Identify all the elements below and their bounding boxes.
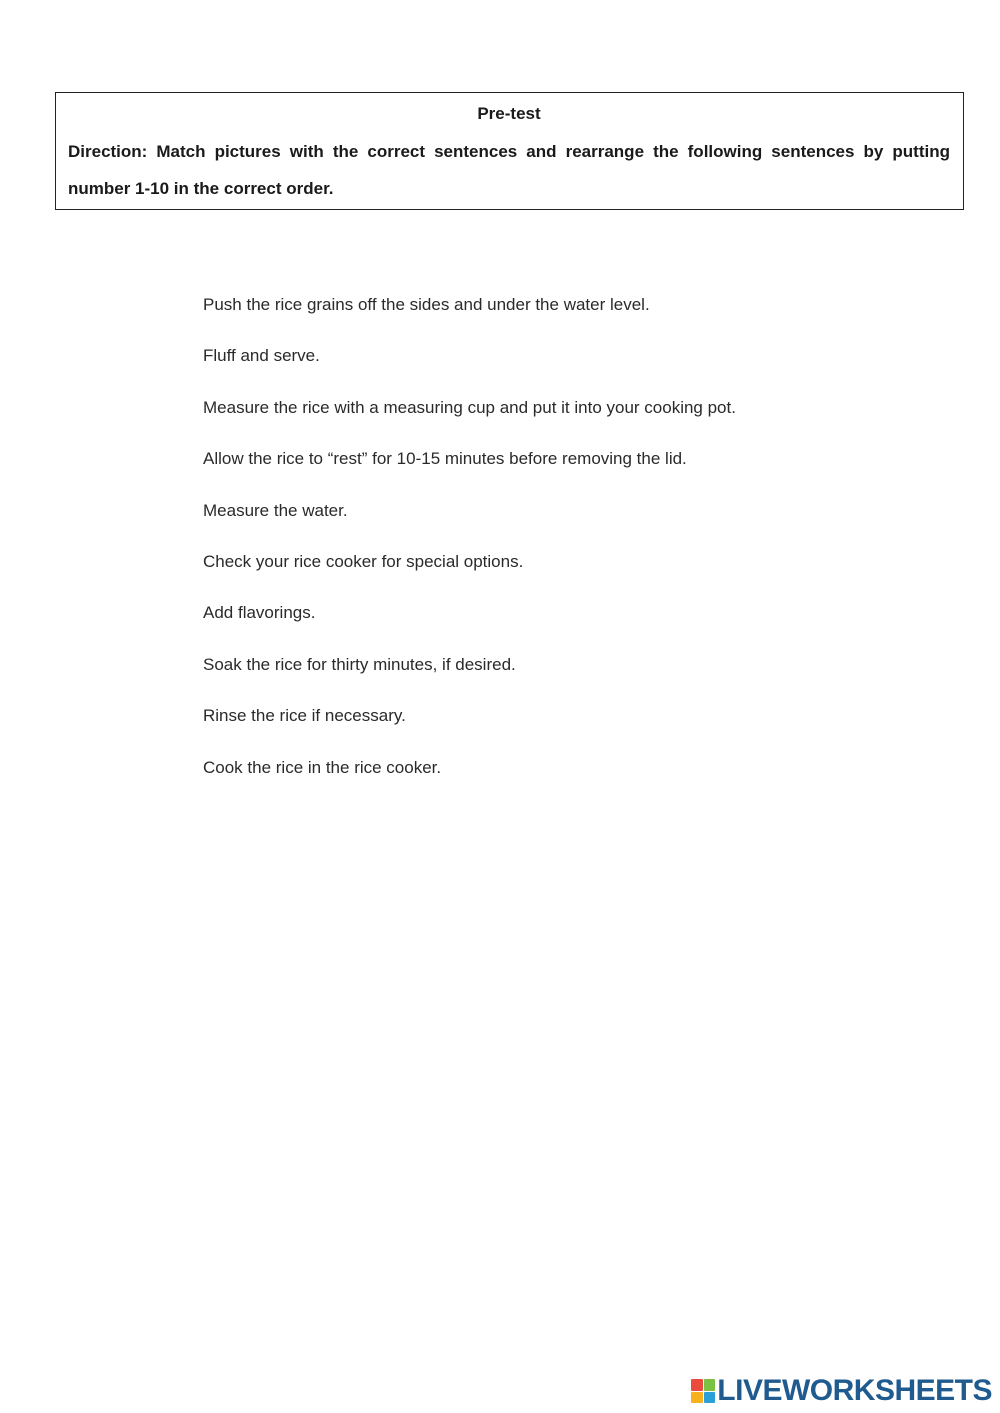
sentence-item: Check your rice cooker for special options. <box>203 551 524 571</box>
sentence-item: Add flavorings. <box>203 603 316 623</box>
sentence-list <box>203 292 736 806</box>
sentence-item: Measure the rice with a measuring cup and put it into your cooking pot. <box>203 397 736 417</box>
sentence-item: Allow the rice to “rest” for 10-15 minutes before removing the lid. <box>203 449 687 469</box>
instructions-box <box>55 92 964 210</box>
liveworksheets-logo-icon <box>691 1379 715 1403</box>
logo-square-blue <box>704 1392 716 1404</box>
sentence-item: Fluff and serve. <box>203 346 320 366</box>
page-title: Pre-test <box>477 104 541 123</box>
logo-square-green <box>704 1379 716 1391</box>
sentence-item: Push the rice grains off the sides and under the water level. <box>203 295 650 314</box>
sentence-item: Measure the water. <box>203 500 348 520</box>
brand-watermark <box>691 1375 992 1407</box>
sentence-item: Soak the rice for thirty minutes, if desired. <box>203 654 516 674</box>
brand-text: LIVEWORKSHEETS <box>717 1374 992 1407</box>
direction-text: Direction: Match pictures with the correct sentences and rearrange the following sentences by putting number 1-10 in the correct order. <box>68 142 950 198</box>
sentence-item: Rinse the rice if necessary. <box>203 706 406 726</box>
sentence-item: Cook the rice in the rice cooker. <box>203 757 442 777</box>
logo-square-red <box>691 1379 703 1391</box>
logo-square-yellow <box>691 1392 703 1404</box>
